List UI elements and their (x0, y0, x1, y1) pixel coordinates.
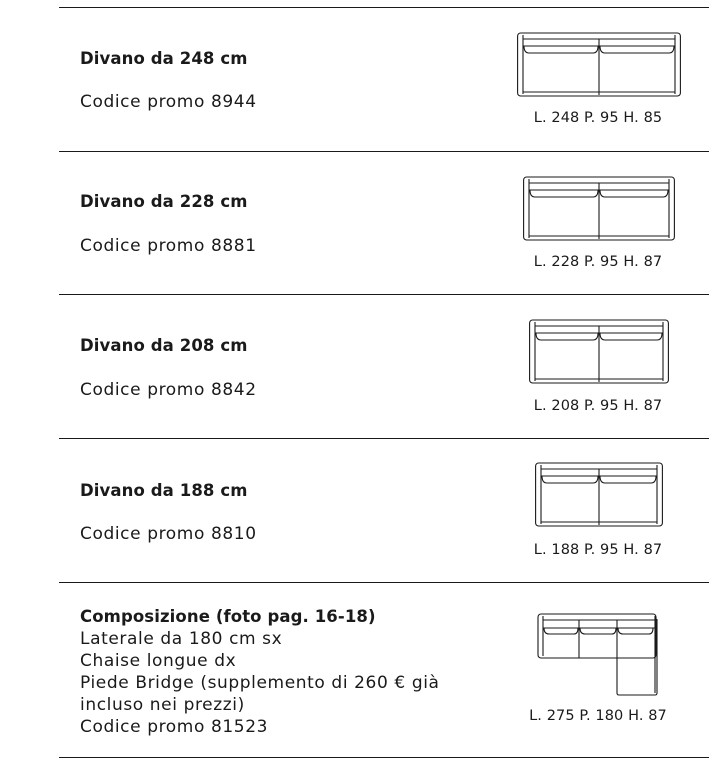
composition-line: Chaise longue dx (80, 651, 237, 671)
promo-code: Codice promo 8881 (80, 236, 257, 256)
composition-line: Codice promo 81523 (80, 717, 269, 737)
product-title: Divano da 228 cm (80, 192, 248, 211)
composition-line: Piede Bridge (supplemento di 260 € già (80, 673, 440, 693)
product-title: Divano da 248 cm (80, 49, 248, 68)
sofa-dimensions: L. 208 P. 95 H. 87 (533, 398, 663, 414)
promo-code: Codice promo 8810 (80, 524, 257, 544)
composition-dimensions: L. 275 P. 180 H. 87 (529, 708, 667, 724)
sofa-188-diagram (535, 462, 663, 528)
divider (59, 151, 709, 152)
promo-code: Codice promo 8944 (80, 92, 257, 112)
sofa-dimensions: L. 228 P. 95 H. 87 (533, 254, 663, 270)
promo-code: Codice promo 8842 (80, 380, 257, 400)
sofa-208-diagram (529, 319, 669, 385)
composition-title: Composizione (foto pag. 16-18) (80, 607, 376, 626)
sofa-248-diagram (517, 32, 681, 98)
divider (59, 757, 709, 758)
product-title: Divano da 188 cm (80, 481, 248, 500)
divider (59, 438, 709, 439)
composition-line: incluso nei prezzi) (80, 695, 245, 715)
composition-diagram (537, 613, 663, 697)
divider (59, 294, 709, 295)
divider (59, 582, 709, 583)
sofa-dimensions: L. 188 P. 95 H. 87 (533, 542, 663, 558)
composition-line: Laterale da 180 cm sx (80, 629, 283, 649)
sofa-dimensions: L. 248 P. 95 H. 85 (533, 110, 663, 126)
product-title: Divano da 208 cm (80, 336, 248, 355)
divider (59, 7, 709, 8)
composition-block (80, 606, 440, 738)
sofa-228-diagram (523, 176, 675, 242)
